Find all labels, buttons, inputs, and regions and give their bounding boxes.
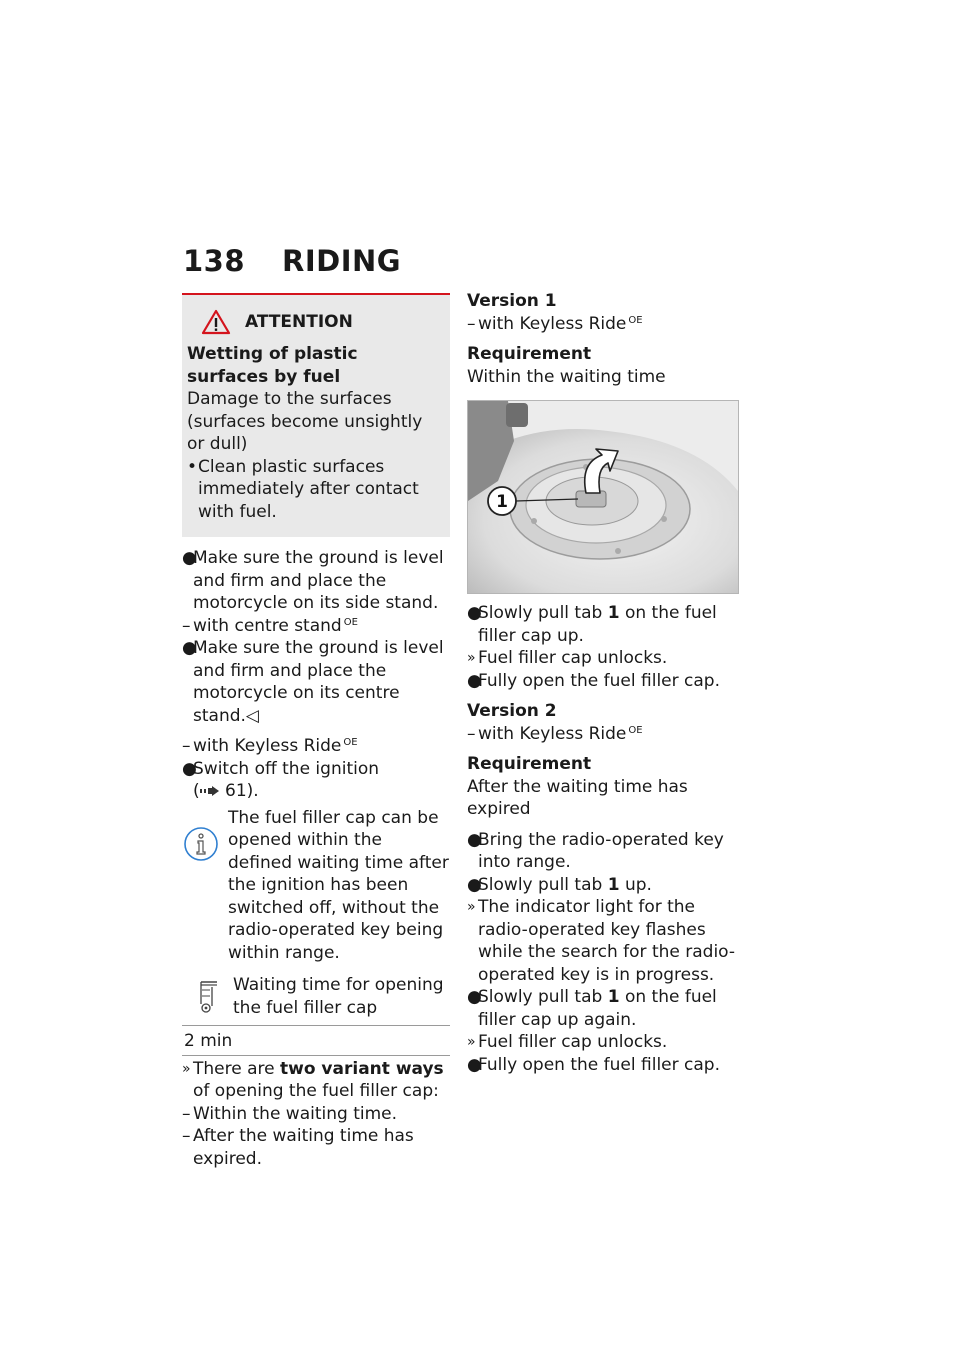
condition-centre-stand: – with centre stand $^{OE}$ xyxy=(182,615,358,636)
result-variant-ways: » There are two variant ways of opening the fuel filler cap: xyxy=(182,1058,444,1101)
version1-condition: – with Keyless Ride $^{OE}$ xyxy=(467,313,643,334)
version2-condition: – with Keyless Ride $^{OE}$ xyxy=(467,723,643,744)
page-reference[interactable]: 61). xyxy=(225,781,259,801)
timer-icon xyxy=(198,980,220,1016)
attention-text: Damage to the surfaces (surfaces become unsightly or dull) xyxy=(187,389,423,454)
warning-triangle-icon xyxy=(201,309,231,335)
left-column xyxy=(182,293,450,1170)
condition-keyless-ride: – with Keyless Ride $^{OE}$ xyxy=(182,736,358,756)
callout-1-label: 1 xyxy=(496,492,508,512)
version1-step-pull-tab: ● Slowly pull tab 1 on the fuel filler cap up. xyxy=(467,603,717,646)
fuel-cap-figure xyxy=(467,400,739,594)
section-title: RIDING xyxy=(282,244,402,278)
step-centre-stand: ● Make sure the ground is level and firm and place the motorcycle on its centre stand.◁ xyxy=(182,638,444,726)
info-text: The fuel filler cap can be opened within the defined waiting time after the ignition has been switched off, without the radio-operated key being within range. xyxy=(228,807,449,963)
step-switch-off-ignition: ● Switch off the ignition ( 61). xyxy=(182,758,380,801)
attention-heading: Wetting of plastic surfaces by fuel xyxy=(187,344,358,387)
version2-step-open-cap: ● Fully open the fuel filler cap. xyxy=(467,1054,720,1075)
attention-bullet: • Clean plastic surfaces immediately after contact with fuel. xyxy=(187,456,419,522)
option-within-waiting-time: – Within the waiting time. xyxy=(182,1103,398,1124)
version2-step-bring-key: ● Bring the radio-operated key into range. xyxy=(467,829,724,872)
waiting-time-value: 2 min xyxy=(182,1025,450,1056)
end-mark-icon: ◁ xyxy=(245,705,259,726)
version1-result-unlocks: » Fuel filler cap unlocks. xyxy=(467,648,668,668)
version1-requirement-label: Requirement xyxy=(467,344,592,364)
right-column xyxy=(467,290,739,1076)
attention-title xyxy=(187,309,442,335)
version2-requirement-text: After the waiting time has expired xyxy=(467,776,688,819)
version2-requirement-label: Requirement xyxy=(467,754,592,774)
page-reference-arrow-icon xyxy=(200,785,220,797)
version2-result-unlocks: » Fuel filler cap unlocks. xyxy=(467,1032,668,1052)
waiting-time-table xyxy=(182,974,450,1056)
version1-step-open-cap: ● Fully open the fuel filler cap. xyxy=(467,670,720,691)
version2-result-indicator: » The indicator light for the radio-operated key flashes while the search for the radio-operated key is in progress. xyxy=(467,897,736,985)
version2-step-pull-again: ● Slowly pull tab 1 on the fuel filler cap up again. xyxy=(467,987,717,1030)
page-number: 138 xyxy=(183,244,246,278)
version2-step-pull-tab: ● Slowly pull tab 1 up. xyxy=(467,874,652,895)
attention-box xyxy=(182,293,450,537)
waiting-time-label: Waiting time for opening the fuel filler cap xyxy=(233,975,444,1018)
attention-label: ATTENTION xyxy=(245,311,353,332)
step-side-stand: ● Make sure the ground is level and firm and place the motorcycle on its side stand. xyxy=(182,548,444,613)
version1-title: Version 1 xyxy=(467,291,557,311)
info-note xyxy=(182,807,450,965)
version2-title: Version 2 xyxy=(467,701,557,721)
page-header xyxy=(183,244,401,278)
option-after-waiting-time: – After the waiting time has expired. xyxy=(182,1126,414,1169)
fuel-cap-illustration xyxy=(468,401,738,593)
info-icon xyxy=(182,825,220,863)
version1-requirement-text: Within the waiting time xyxy=(467,366,666,387)
